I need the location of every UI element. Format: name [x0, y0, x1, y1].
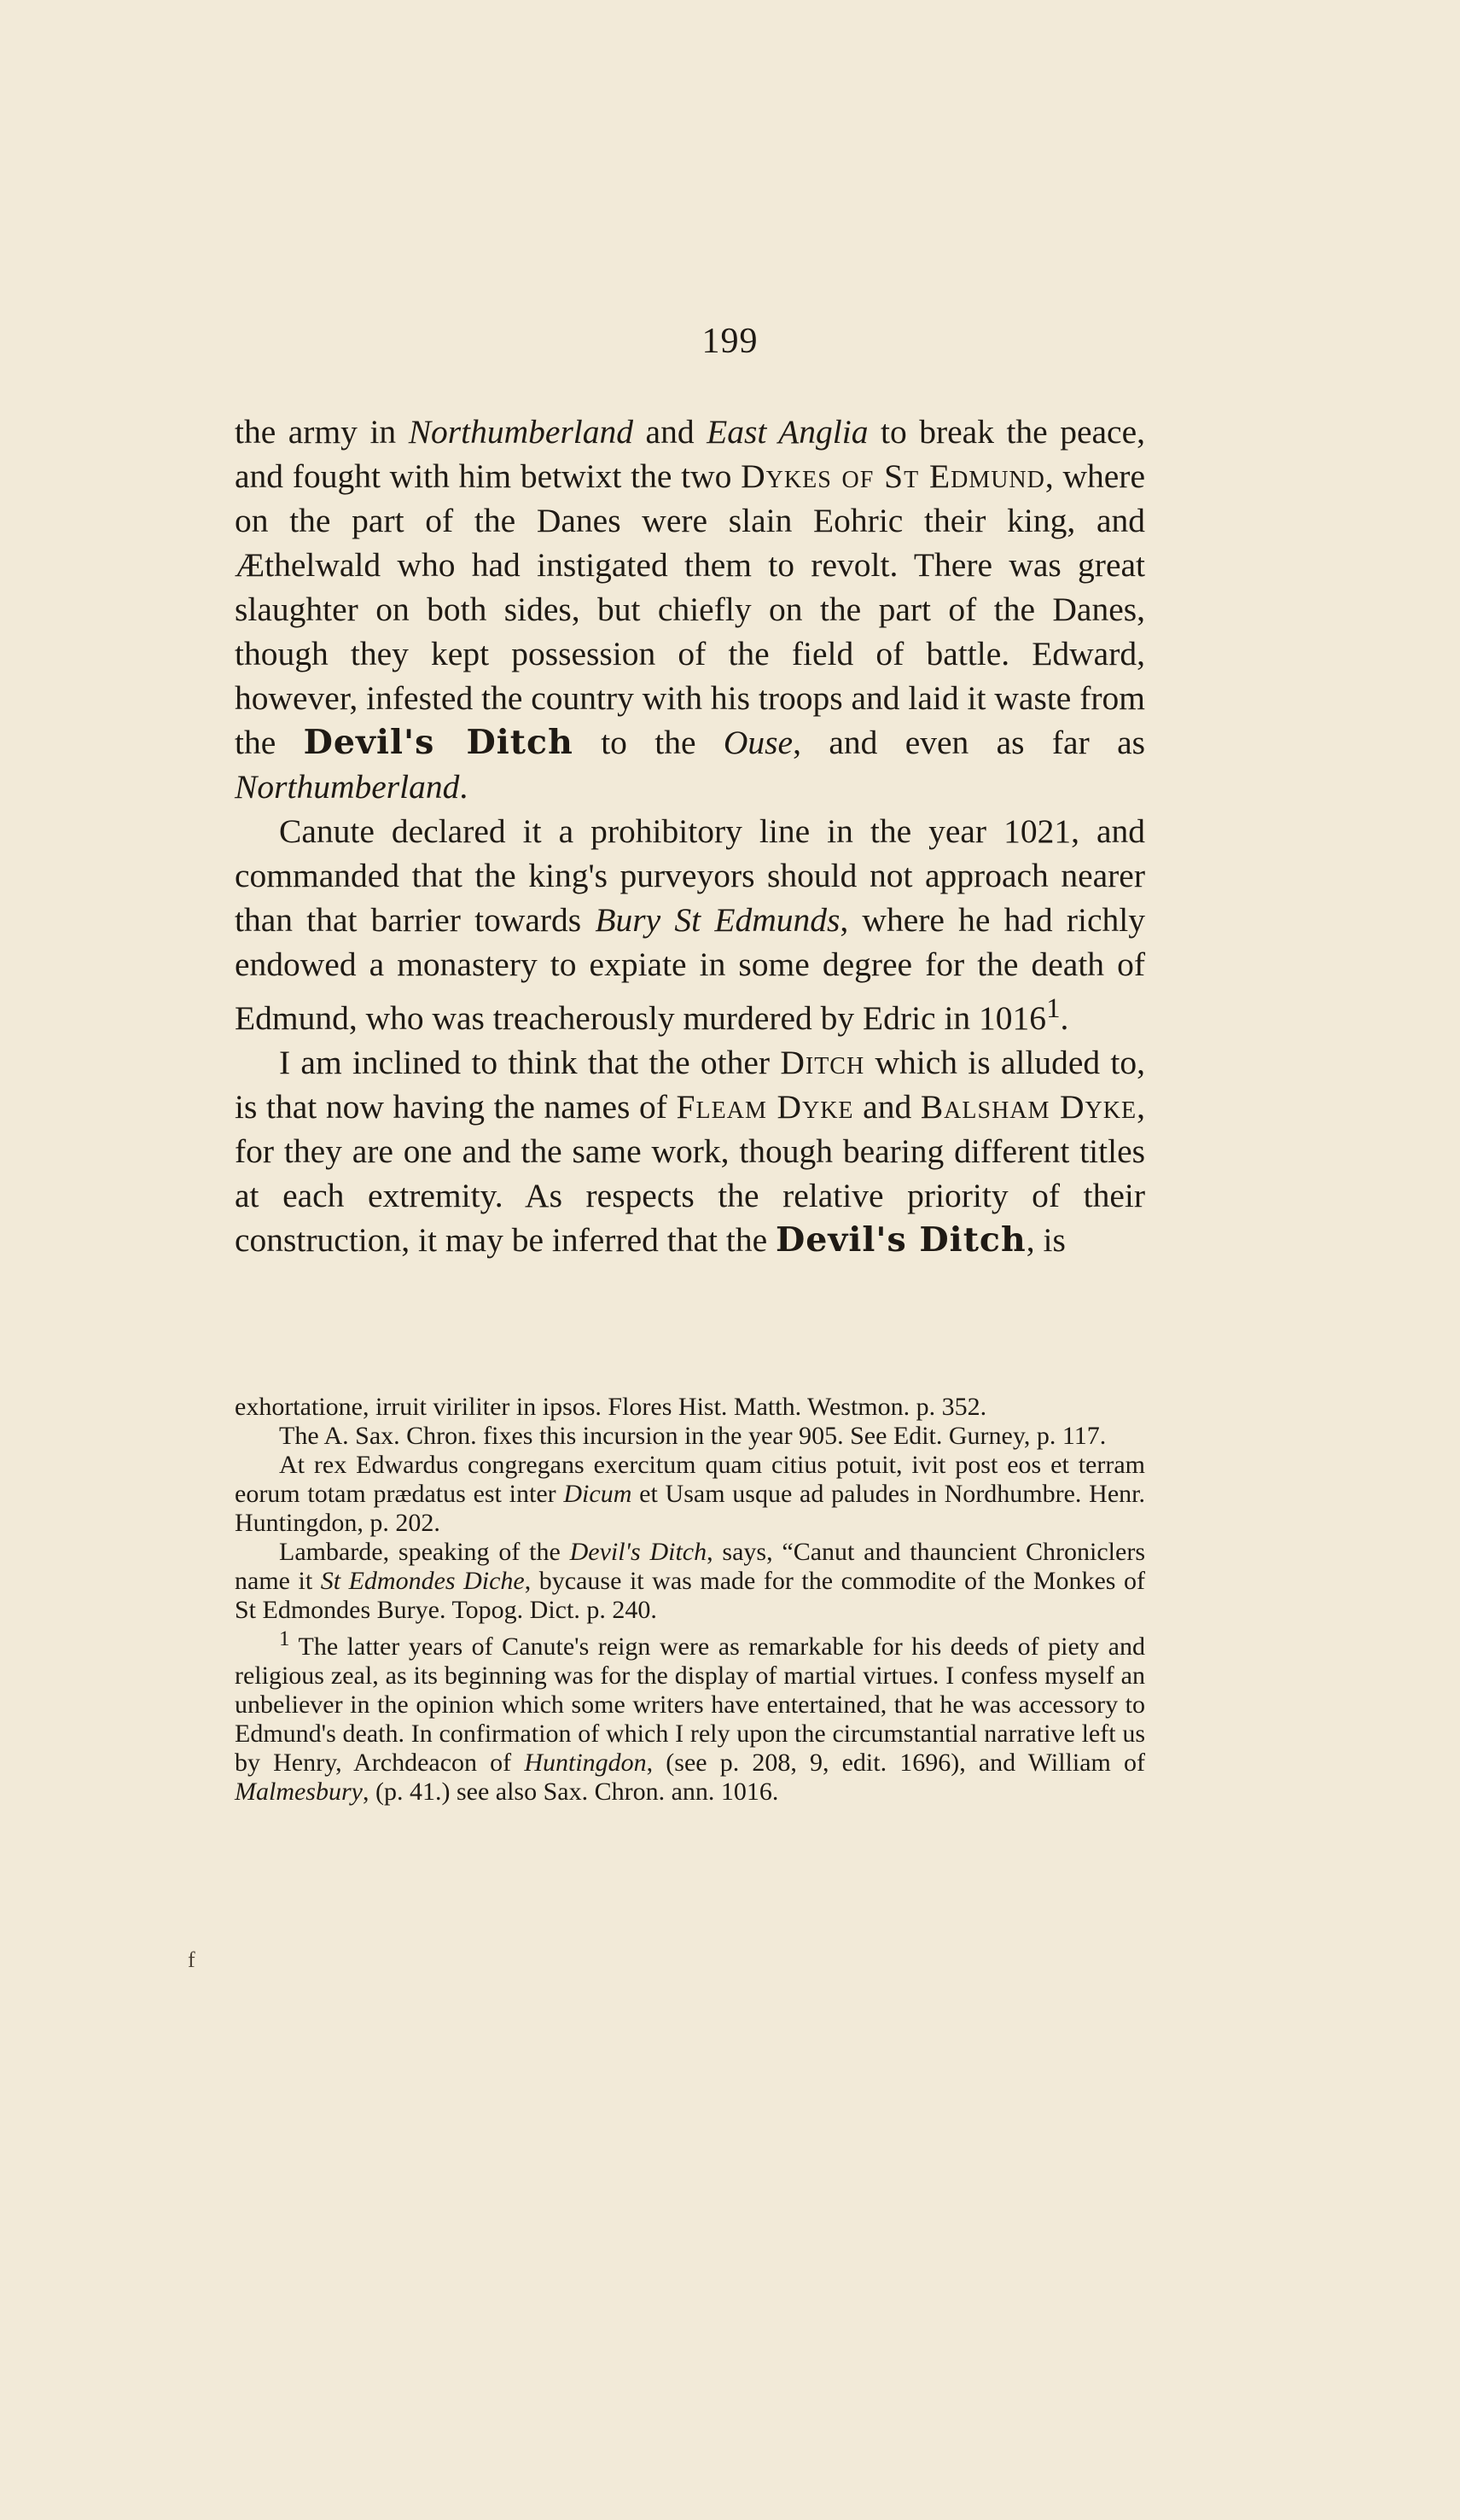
text-run: , is — [1026, 1221, 1066, 1260]
text-run: I am inclined to think that the other — [279, 1044, 781, 1082]
text-run: Canute declared it a prohibitory line in the year 1021, and commanded that the king's purveyors should not approach nearer than that barrier towards — [235, 812, 1145, 939]
place-name: Dicum — [563, 1480, 632, 1508]
place-name: Northumberland — [408, 413, 634, 451]
place-name: East Anglia — [707, 413, 869, 451]
place-name: St Edmondes Diche — [320, 1567, 525, 1595]
footnote: The A. Sax. Chron. fixes this incursion in the year 905. See Edit. Gurney, p. 117. — [279, 1422, 1107, 1450]
text-run: et Usam usque ad paludes in Nordhumbre. Henr. Huntingdon, p. 202. — [235, 1480, 1145, 1537]
text-run: the army in — [235, 413, 409, 451]
text-run: , where on the part of the Danes were slain Eohric their king, and Æthelwald who had instigated them to revolt. There was great slaughter on both sides, but chiefly on the part of the Danes, though they kept possession of the field of battle. Edward, however, infested the country with his troops and laid it waste from the — [235, 457, 1145, 761]
footnote — [235, 1625, 1145, 1807]
small-caps-name: Ditch — [780, 1044, 865, 1082]
footnote — [235, 1451, 1145, 1538]
text-run: and — [633, 413, 707, 451]
text-run: , where he had richly endowed a monastery to expiate in some degree for the death of Edmund, who was treacherously murdered by Edric in 1016 — [235, 901, 1145, 1038]
text-run: The latter years of Canute's reign were as remarkable for his deeds of piety and religious zeal, as its beginning was for the display of martial virtues. I confess myself an unbeliever in the opinion which some writers have entertained, that he was accessory to Edmund's death. In confirmation of which I rely upon the circumstantial narrative left us by Henry, Archdeacon of — [235, 1632, 1145, 1777]
place-name: Huntingdon — [524, 1749, 647, 1777]
footnote — [235, 1538, 1145, 1625]
place-name: Devil's Ditch — [569, 1538, 707, 1566]
text-run: , (see p. 208, 9, edit. 1696), and William of — [646, 1749, 1145, 1777]
text-run: , for they are one and the same work, though bearing different titles at each extremity. As respects the relative priority of their construction, it may be inferred that the — [235, 1088, 1145, 1260]
footnotes — [235, 1393, 1145, 1807]
footnote-marker: 1 — [1046, 993, 1061, 1024]
text-run: , bycause it was made for the commodite of the Monkes of St Edmondes Burye. Topog. Dict. p. 240. — [235, 1567, 1145, 1624]
place-name: Northumberland — [235, 768, 460, 806]
footnote: exhortatione, irruit viriliter in ipsos. Flores Hist. Matth. Westmon. p. 352. — [235, 1393, 987, 1421]
margin-mark: f — [188, 1947, 195, 1972]
text-run: . — [459, 768, 468, 806]
text-run: to break the peace, and fought with him betwixt the two — [235, 413, 1145, 495]
blackletter-name: Devil's Ditch — [776, 1220, 1027, 1260]
body-text — [235, 410, 1145, 1262]
footnote-marker: 1 — [279, 1627, 290, 1650]
text-run: . — [1060, 999, 1069, 1038]
place-name: Ouse — [723, 724, 794, 761]
small-caps-name: Dykes of St Edmund — [741, 457, 1045, 495]
blackletter-name: Devil's Ditch — [303, 723, 573, 762]
text-run: , (p. 41.) see also Sax. Chron. ann. 1016. — [362, 1778, 779, 1806]
paragraph-3 — [235, 1040, 1145, 1262]
place-name: Malmesbury — [235, 1778, 363, 1806]
text-run: At rex Edwardus congregans exercitum quam citius potuit, ivit post eos et terram eorum totam prædatus est inter — [235, 1451, 1145, 1508]
text-run: Lambarde, speaking of the — [279, 1538, 570, 1566]
page-number: 199 — [701, 322, 759, 361]
small-caps-name: Fleam Dyke — [676, 1088, 854, 1126]
text-run: which is alluded to, is that now having the names of — [235, 1044, 1146, 1126]
small-caps-name: Balsham Dyke — [920, 1088, 1137, 1126]
paragraph-2 — [235, 809, 1145, 1040]
text-run: , and even as far as — [793, 724, 1145, 761]
paragraph-1 — [235, 410, 1145, 809]
text-run: , says, “Canut and thauncient Chroniclers name it — [235, 1538, 1145, 1595]
text-run: to the — [573, 724, 724, 761]
place-name: Bury St Edmunds — [595, 901, 841, 939]
text-run: and — [853, 1088, 921, 1126]
